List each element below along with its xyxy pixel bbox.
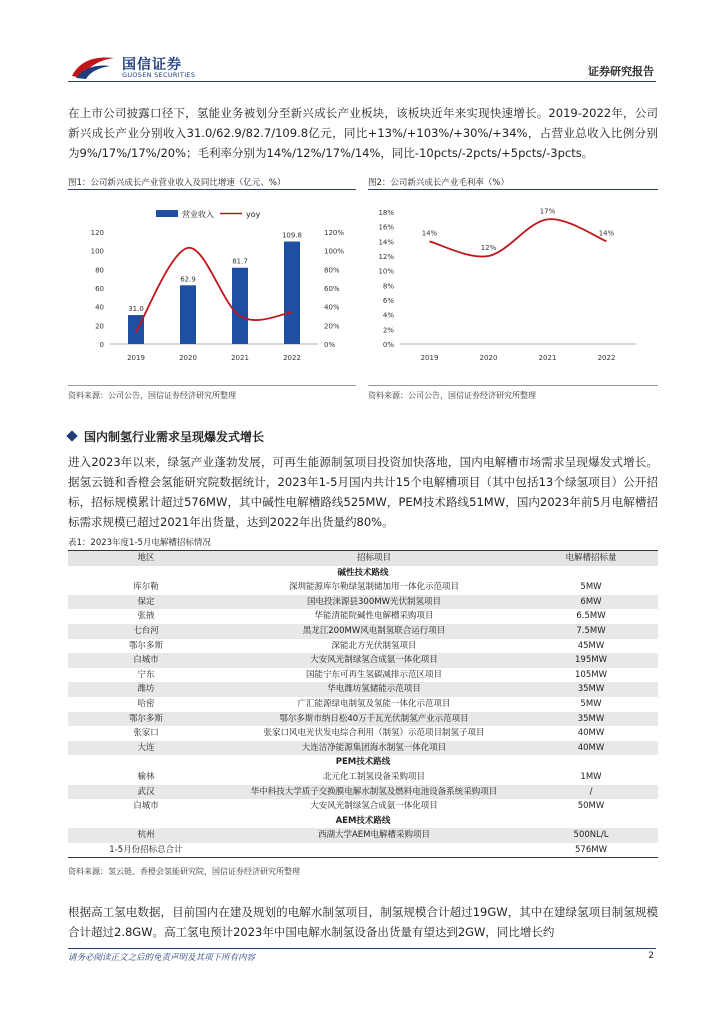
table-row (68, 741, 658, 756)
figure1-source-rule (68, 385, 356, 386)
y2-tick-label: 0% (324, 341, 336, 349)
table-category-label: AEM技术路线 (335, 815, 391, 826)
table-cell-project: 华电潍坊氢储能示范项目 (224, 682, 524, 697)
table-category-label: 碱性技术路线 (337, 567, 389, 578)
y2-tick-label: 120% (324, 229, 345, 237)
table-cell-region: 武汉 (68, 785, 224, 800)
table-cell-region: 保定 (68, 595, 224, 610)
table1-title: 表1：2023年度1-5月电解槽招标情况 (68, 538, 211, 548)
section-title: 国内制氢行业需求呈现爆发式增长 (84, 430, 265, 444)
y-tick-label: 80 (95, 266, 104, 275)
x-tick-label: 2021 (538, 354, 557, 362)
table-row (68, 799, 658, 814)
figure2-title: 图2：公司新兴成长产业毛利率（%） (368, 178, 509, 188)
table-cell-capacity: 5MW (580, 698, 602, 709)
section-heading (68, 428, 264, 445)
bar-revenue (232, 268, 248, 344)
table-row (68, 668, 658, 683)
footer-disclaimer: 请务必阅读正文之后的免责声明及其项下所有内容 (68, 953, 256, 963)
table-cell-region: 鄂尔多斯 (68, 712, 224, 727)
figure1-source: 资料来源：公司公告，国信证券经济研究所整理 (68, 391, 236, 400)
table-cell-capacity: 195MW (524, 653, 658, 668)
line-data-label: 14% (598, 229, 615, 238)
table-cell-region: 张掖 (137, 611, 155, 622)
table-cell-project: 西湖大学AEM电解槽采购项目 (224, 828, 524, 843)
y2-tick-label: 60% (324, 285, 340, 293)
table-cell-project: 黑龙江200MW风电制氢联合运行项目 (224, 624, 524, 639)
table-cell-region: 张家口 (133, 728, 159, 739)
intro-paragraph: 在上市公司披露口径下，氢能业务被划分至新兴成长产业板块，该板块近年来实现快速增长。2019-2022年，公司新兴成长产业分别收入31.0/62.9/82.7/109.8亿元，同比+13%/+103%/+30%/+34%，占营业总收入比例分别为9%/17%/17%/20%；毛利率分别为14%/12%/17%/14%，同比-10pcts/-2pcts/+5pcts/-3pcts。 (68, 106, 658, 160)
table-row (68, 785, 658, 800)
figure1-title: 图1：公司新兴成长产业营业收入及同比增速（亿元、%） (68, 178, 286, 188)
x-tick-label: 2022 (283, 354, 301, 362)
figure2-chart (368, 192, 658, 374)
table-cell-project (224, 843, 524, 858)
y-tick-label: 16% (378, 223, 394, 232)
table-row (68, 828, 658, 843)
line-data-label: 12% (480, 244, 497, 252)
table-category-row (68, 814, 658, 829)
table-cell-project: 北元化工制氢设备采购项目 (322, 771, 425, 782)
table-row (68, 595, 658, 610)
y-tick-label: 0% (382, 341, 394, 349)
legend-bar-label: 营业收入 (182, 210, 214, 219)
margin-line (430, 219, 607, 256)
bar-data-label: 81.7 (232, 257, 248, 266)
bar-revenue (284, 242, 300, 344)
table-cell-capacity: 500NL/L (524, 828, 658, 843)
table-cell-capacity: 7.5MW (524, 624, 658, 639)
x-tick-label: 2019 (420, 354, 439, 362)
table-cell-project: 深圳能源库尔勒绿氢制储加用一体化示范项目 (288, 582, 459, 593)
page-number: 2 (648, 951, 654, 961)
company-logo (70, 52, 200, 82)
figure1-chart (68, 192, 358, 374)
table-cell-project: 大连洁净能源集团海水制氢一体化项目 (224, 741, 524, 756)
y-tick-label: 100 (90, 247, 104, 256)
table-cell-region: 白城市 (133, 801, 159, 812)
table-cell-capacity: 1MW (580, 771, 602, 782)
y-tick-label: 14% (378, 238, 394, 247)
table-cell-region: 榆林 (137, 771, 155, 782)
bar-data-label: 109.8 (281, 231, 303, 240)
line-data-label: 17% (539, 207, 556, 216)
table-row (68, 580, 658, 595)
table-cell-region: 哈密 (137, 698, 155, 709)
table-cell-capacity: 40MW (577, 728, 605, 739)
header-rule (68, 81, 656, 82)
outlook-paragraph: 根据高工氢电数据，目前国内在建及规划的电解水制氢项目，制氢规模合计超过19GW，其中在建绿氢项目制氢规模合计超过2.8GW。高工氢电预计2023年中国电解水制氢设备出货量有望达到2GW，同比增长约 (68, 905, 658, 939)
table-cell-project: 深能北方光伏制氢项目 (331, 640, 417, 651)
y2-tick-label: 40% (324, 303, 340, 312)
table-cell-capacity: / (524, 785, 658, 800)
table-cell-region: 库尔勒 (133, 582, 159, 593)
logo-name-en: GUOSEN SECURITIES (122, 71, 196, 79)
tender-table (68, 550, 658, 858)
table-cell-region: 白城市 (68, 653, 224, 668)
table-cell-region: 大连 (68, 741, 224, 756)
y-tick-label: 0 (99, 341, 104, 349)
table-category-row (68, 566, 658, 581)
y-tick-label: 120 (90, 229, 104, 237)
x-tick-label: 2022 (597, 354, 616, 362)
table-row (68, 726, 658, 741)
table-cell-capacity: 35MW (524, 712, 658, 727)
table-cell-capacity: 576MW (524, 843, 658, 858)
table-row (68, 682, 658, 697)
table-row (68, 624, 658, 639)
table-cell-project: 鄂尔多斯市纳日松40万千瓦光伏制氢产业示范项目 (224, 712, 524, 727)
logo-name-cn: 国信证券 (122, 57, 182, 73)
table-total-row (68, 843, 658, 858)
table-cell-region: 宁东 (137, 669, 155, 680)
legend-line-label: yoy (246, 210, 261, 219)
table-cell-project: 华能清能院碱性电解槽采购项目 (314, 611, 434, 622)
figure1-title-rule (68, 189, 356, 190)
line-data-label: 14% (421, 229, 438, 238)
diamond-bullet-icon (66, 430, 77, 441)
figure2-source-rule (368, 385, 658, 386)
x-tick-label: 2020 (479, 354, 498, 362)
y-tick-label: 20 (95, 322, 104, 331)
report-type: 证券研究报告 (588, 65, 654, 78)
table-cell-region: 1-5月份招标总合计 (68, 843, 224, 858)
table-header-capacity: 电解槽招标量 (524, 551, 658, 566)
y2-tick-label: 20% (324, 322, 340, 331)
y-tick-label: 40 (95, 303, 104, 312)
table-cell-capacity: 6.5MW (576, 611, 606, 622)
table-cell-project: 广汇能源绿电制氢及氢能一体化示范项目 (297, 698, 451, 709)
y-tick-label: 2% (382, 326, 394, 335)
table-cell-region: 杭州 (68, 828, 224, 843)
table-category-row (68, 755, 658, 770)
x-tick-label: 2020 (179, 354, 197, 362)
y-tick-label: 60 (95, 285, 104, 293)
table-row (68, 653, 658, 668)
table-cell-capacity: 35MW (524, 682, 658, 697)
x-tick-label: 2021 (231, 354, 249, 362)
figure2-title-rule (368, 189, 658, 190)
table-cell-project: 华中科技大学质子交换膜电解水制氢及燃料电池设备系统采购项目 (224, 785, 524, 800)
figure2-source: 资料来源：公司公告，国信证券经济研究所整理 (368, 391, 536, 400)
legend-bar-swatch (156, 210, 178, 217)
table-cell-region: 七台河 (68, 624, 224, 639)
table-cell-project: 大安风光制绿氢合成氨一体化项目 (224, 653, 524, 668)
table-cell-region: 鄂尔多斯 (128, 640, 163, 651)
table-cell-capacity: 40MW (524, 741, 658, 756)
table1-source: 资料来源：氢云链、香橙会氢能研究院，国信证券经济研究所整理 (68, 867, 300, 876)
table-row (68, 770, 658, 785)
y-tick-label: 18% (378, 209, 394, 217)
table-cell-project: 张家口风电光伏发电综合利用（制氢）示范项目制氢子项目 (263, 728, 485, 739)
y-tick-label: 10% (378, 267, 394, 276)
table-cell-capacity: 50MW (577, 801, 605, 812)
y-tick-label: 12% (378, 253, 394, 261)
y-tick-label: 8% (382, 282, 394, 291)
table-cell-project: 大安风光制绿氢合成氨一体化项目 (310, 801, 438, 812)
y2-tick-label: 80% (324, 266, 340, 275)
footer-rule (68, 948, 656, 949)
yoy-line (136, 248, 292, 332)
table-header-row (68, 551, 658, 566)
table-category-label: PEM技术路线 (335, 757, 391, 768)
y-tick-label: 4% (382, 311, 394, 320)
table-header-project: 招标项目 (224, 551, 524, 566)
table-cell-capacity: 6MW (524, 595, 658, 610)
table-cell-capacity: 45MW (577, 640, 605, 651)
bar-revenue (180, 285, 196, 344)
x-tick-label: 2019 (127, 354, 145, 362)
table-row (68, 697, 658, 712)
bar-data-label: 62.9 (180, 275, 196, 284)
table-header-region: 地区 (68, 551, 224, 566)
bar-data-label: 31.0 (128, 305, 144, 314)
table-cell-project: 国电投涞源县300MW光伏制氢项目 (224, 595, 524, 610)
table-row (68, 609, 658, 624)
y-tick-label: 6% (382, 297, 394, 305)
table-row (68, 712, 658, 727)
y2-tick-label: 100% (324, 247, 345, 256)
table-cell-project: 国能宁东可再生氢碳减排示范区项目 (305, 669, 442, 680)
guosen-logo-icon (70, 54, 116, 80)
market-paragraph: 进入2023年以来，绿氢产业蓬勃发展，可再生能源制氢项目投资加快落地，国内电解槽市场需求呈现爆发式增长。据氢云链和香橙会氢能研究院数据统计，2023年1-5月国内共计15个电解槽项目（其中包括13个绿氢项目）公开招标，招标规模累计超过576MW，其中碱性电解槽路线525MW，PEM技术路线51MW，国内2023年前5月电解槽招标需求规模已超过2021年出货量，达到2022年出货量约80%。 (68, 455, 658, 529)
table-cell-capacity: 105MW (575, 669, 607, 680)
table-cell-region: 潍坊 (68, 682, 224, 697)
table-row (68, 639, 658, 654)
table-cell-capacity: 5MW (580, 582, 602, 593)
